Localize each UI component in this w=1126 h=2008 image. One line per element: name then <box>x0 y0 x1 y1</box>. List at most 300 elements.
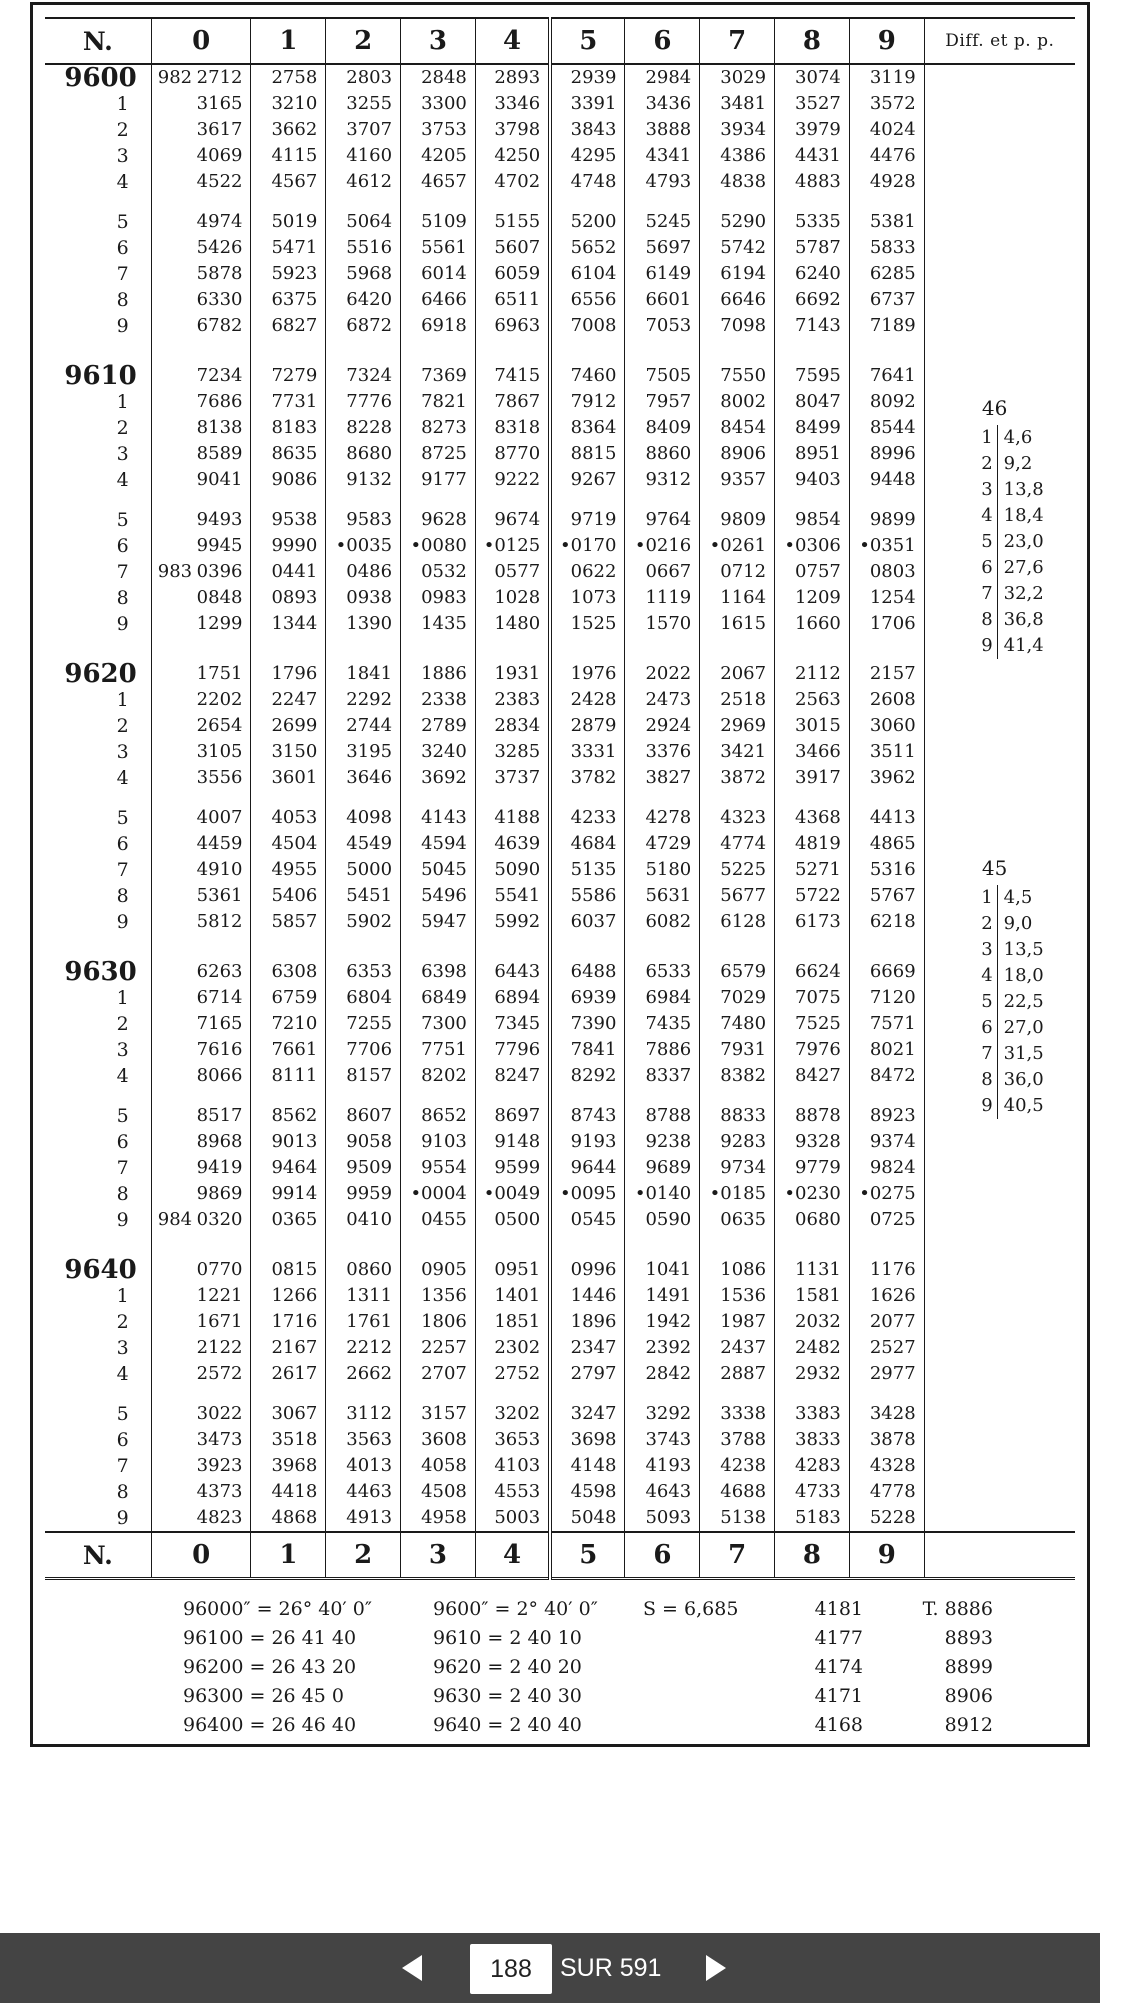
log-cell: 7300 <box>401 1011 476 1037</box>
table-row <box>45 791 1075 831</box>
log-cell: 7279 <box>251 339 326 389</box>
footer-col: 9 <box>849 1532 924 1579</box>
log-cell <box>151 533 251 559</box>
table-row <box>45 1453 1075 1479</box>
log-cell: 4774 <box>700 831 775 857</box>
log-cell: 7345 <box>475 1011 550 1037</box>
table-row <box>45 195 1075 235</box>
log-cell: 6601 <box>625 287 700 313</box>
log-cell: 3331 <box>550 739 625 765</box>
log-cell: 4463 <box>326 1479 401 1505</box>
log-cell: 5335 <box>775 195 850 235</box>
log-cell: 3150 <box>251 739 326 765</box>
log-cell: 4476 <box>849 143 924 169</box>
seconds-to-degrees: 96100 = 26 41 40 <box>183 1627 357 1649</box>
log-cell: 9689 <box>625 1155 700 1181</box>
log-cell: •0170 <box>550 533 625 559</box>
log-cell: 0577 <box>475 559 550 585</box>
log-cell: 9448 <box>849 467 924 493</box>
log-cell: 1311 <box>326 1283 401 1309</box>
log-cell: 3255 <box>326 91 401 117</box>
log-cell: 9238 <box>625 1129 700 1155</box>
log-value: 4974 <box>196 211 243 232</box>
next-page-button[interactable] <box>698 1951 732 1985</box>
log-cell <box>151 169 251 195</box>
log-cell: 6827 <box>251 313 326 339</box>
log-cell: 2212 <box>326 1335 401 1361</box>
row-number: 5 <box>45 1089 151 1129</box>
row-number: 4 <box>45 1361 151 1387</box>
proportional-part-row <box>975 425 1055 451</box>
log-cell: 5048 <box>550 1505 625 1532</box>
log-cell: 7976 <box>775 1037 850 1063</box>
page-number-input[interactable] <box>470 1944 552 1994</box>
pp-index: 8 <box>975 607 998 633</box>
log-cell: 2699 <box>251 713 326 739</box>
log-cell: 3572 <box>849 91 924 117</box>
log-cell: 1435 <box>401 611 476 637</box>
log-value: 7234 <box>196 365 243 386</box>
proportional-part-row <box>975 555 1055 581</box>
log-cell: 3563 <box>326 1427 401 1453</box>
log-cell: 4238 <box>700 1453 775 1479</box>
difference-value: 45 <box>981 856 1008 880</box>
log-cell: 7008 <box>550 313 625 339</box>
log-cell: 1086 <box>700 1233 775 1283</box>
log-cell: 4160 <box>326 143 401 169</box>
log-cell: 8499 <box>775 415 850 441</box>
log-cell: 8427 <box>775 1063 850 1089</box>
footer-col: 6 <box>625 1532 700 1579</box>
table-row <box>45 985 1075 1011</box>
log-cell: 4639 <box>475 831 550 857</box>
footer-col: 2 <box>326 1532 401 1579</box>
log-cell <box>151 935 251 985</box>
log-cell <box>151 831 251 857</box>
log-cell: 4748 <box>550 169 625 195</box>
seconds-to-degrees-small: 9600″ = 2° 40′ 0″ <box>433 1598 598 1620</box>
pp-index: 4 <box>975 963 998 989</box>
log-cell: 2834 <box>475 713 550 739</box>
log-cell: 3968 <box>251 1453 326 1479</box>
table-row <box>45 261 1075 287</box>
log-cell: 6488 <box>550 935 625 985</box>
row-number: 2 <box>45 713 151 739</box>
log-cell <box>151 791 251 831</box>
log-value: 9419 <box>196 1157 243 1178</box>
log-cell: 4883 <box>775 169 850 195</box>
log-cell: 1176 <box>849 1233 924 1283</box>
log-cell: 1615 <box>700 611 775 637</box>
log-value: 8138 <box>196 417 243 438</box>
header-col: 4 <box>475 18 550 64</box>
log-cell: 6556 <box>550 287 625 313</box>
log-cell: 7957 <box>625 389 700 415</box>
table-row <box>45 637 1075 687</box>
log-cell: 3428 <box>849 1387 924 1427</box>
log-cell: 5155 <box>475 195 550 235</box>
log-cell: 6872 <box>326 313 401 339</box>
log-cell: 9734 <box>700 1155 775 1181</box>
log-cell: •0049 <box>475 1181 550 1207</box>
log-cell: 8092 <box>849 389 924 415</box>
log-cell <box>151 195 251 235</box>
log-cell: 0938 <box>326 585 401 611</box>
log-cell: 2302 <box>475 1335 550 1361</box>
log-cell: 2563 <box>775 687 850 713</box>
viewer-toolbar <box>0 1933 1100 2003</box>
row-number: 6 <box>45 1427 151 1453</box>
proportional-part-row <box>975 1067 1055 1093</box>
log-cell: 6240 <box>775 261 850 287</box>
log-cell: 8562 <box>251 1089 326 1129</box>
log-cell: 6082 <box>625 909 700 935</box>
log-cell: 2067 <box>700 637 775 687</box>
proportional-parts-block <box>975 395 1055 659</box>
log-cell: 1581 <box>775 1283 850 1309</box>
log-cell <box>151 1233 251 1283</box>
log-cell: 5316 <box>849 857 924 883</box>
log-prefix: 984 <box>157 1209 193 1230</box>
log-cell: 2662 <box>326 1361 401 1387</box>
s-value: 4181 <box>814 1598 863 1620</box>
t-value: 8899 <box>944 1656 993 1678</box>
table-row <box>45 585 1075 611</box>
table-row <box>45 713 1075 739</box>
log-cell: 8183 <box>251 415 326 441</box>
log-cell: 5586 <box>550 883 625 909</box>
log-cell: 4594 <box>401 831 476 857</box>
log-cell: 7143 <box>775 313 850 339</box>
table-row <box>45 169 1075 195</box>
log-cell <box>151 883 251 909</box>
log-cell: 3798 <box>475 117 550 143</box>
scanned-page <box>30 2 1090 1747</box>
table-row <box>45 765 1075 791</box>
table-row <box>45 1063 1075 1089</box>
log-cell: 3962 <box>849 765 924 791</box>
log-cell: 6059 <box>475 261 550 287</box>
pp-index: 4 <box>975 503 998 529</box>
log-value: 5812 <box>196 911 243 932</box>
log-value: 6714 <box>196 987 243 1008</box>
log-cell: 4868 <box>251 1505 326 1532</box>
log-cell: 7912 <box>550 389 625 415</box>
log-cell: 7255 <box>326 1011 401 1037</box>
log-cell: •0275 <box>849 1181 924 1207</box>
log-cell: 2157 <box>849 637 924 687</box>
log-cell: 6737 <box>849 287 924 313</box>
row-number: 9620 <box>45 637 151 687</box>
log-value: 4522 <box>196 171 243 192</box>
triangle-right-icon <box>698 1951 732 1985</box>
log-cell: 5541 <box>475 883 550 909</box>
table-row <box>45 1155 1075 1181</box>
log-cell: 3112 <box>326 1387 401 1427</box>
log-cell: 2112 <box>775 637 850 687</box>
footer-col: 8 <box>775 1532 850 1579</box>
log-cell: 3074 <box>775 64 850 91</box>
log-cell <box>151 493 251 533</box>
log-cell: 7796 <box>475 1037 550 1063</box>
log-cell: •0125 <box>475 533 550 559</box>
table-row <box>45 143 1075 169</box>
log-cell: 3376 <box>625 739 700 765</box>
log-cell: 8318 <box>475 415 550 441</box>
log-cell: 4368 <box>775 791 850 831</box>
previous-page-button[interactable] <box>396 1951 430 1985</box>
table-row <box>45 1309 1075 1335</box>
log-cell: 6511 <box>475 287 550 313</box>
log-cell: 3285 <box>475 739 550 765</box>
log-cell: 2932 <box>775 1361 850 1387</box>
log-prefix: 982 <box>157 67 193 88</box>
log-cell <box>151 1155 251 1181</box>
log-cell: 9177 <box>401 467 476 493</box>
seconds-to-degrees-small: 9620 = 2 40 20 <box>433 1656 582 1678</box>
log-cell: 9824 <box>849 1155 924 1181</box>
log-cell: 4431 <box>775 143 850 169</box>
row-number: 3 <box>45 1037 151 1063</box>
log-value: 2122 <box>196 1337 243 1358</box>
log-cell: 3707 <box>326 117 401 143</box>
log-cell: 3608 <box>401 1427 476 1453</box>
table-row <box>45 467 1075 493</box>
log-cell: 4553 <box>475 1479 550 1505</box>
log-cell: 9267 <box>550 467 625 493</box>
log-cell: 7661 <box>251 1037 326 1063</box>
row-number: 9 <box>45 1207 151 1233</box>
log-cell: 6194 <box>700 261 775 287</box>
log-cell: 6624 <box>775 935 850 985</box>
pp-value: 36,8 <box>1003 609 1044 630</box>
row-number: 5 <box>45 791 151 831</box>
log-cell: 6466 <box>401 287 476 313</box>
log-value: 3022 <box>196 1403 243 1424</box>
log-cell: 9193 <box>550 1129 625 1155</box>
footer-diff <box>924 1532 1075 1579</box>
log-cell: 8454 <box>700 415 775 441</box>
log-cell: 4283 <box>775 1453 850 1479</box>
log-cell: 7120 <box>849 985 924 1011</box>
log-cell: 9644 <box>550 1155 625 1181</box>
pp-value: 27,0 <box>1003 1017 1044 1038</box>
log-cell: 4193 <box>625 1453 700 1479</box>
log-cell <box>151 585 251 611</box>
log-cell: 8021 <box>849 1037 924 1063</box>
log-cell: 8047 <box>775 389 850 415</box>
log-cell <box>151 713 251 739</box>
footer-col: 7 <box>700 1532 775 1579</box>
table-row <box>45 117 1075 143</box>
header-col: 6 <box>625 18 700 64</box>
pp-index: 1 <box>975 425 998 451</box>
pp-value: 13,5 <box>1003 939 1044 960</box>
log-cell <box>151 739 251 765</box>
log-cell: 5406 <box>251 883 326 909</box>
conversion-row <box>183 1682 1003 1711</box>
log-cell: 6037 <box>550 909 625 935</box>
row-number: 4 <box>45 169 151 195</box>
pp-value: 9,2 <box>1003 453 1033 474</box>
log-cell: •0306 <box>775 533 850 559</box>
log-cell: 3060 <box>849 713 924 739</box>
row-number: 1 <box>45 389 151 415</box>
log-cell: •0185 <box>700 1181 775 1207</box>
log-cell: 8635 <box>251 441 326 467</box>
table-row <box>45 1479 1075 1505</box>
log-cell: 1886 <box>401 637 476 687</box>
pp-value: 41,4 <box>1003 635 1044 656</box>
table-row <box>45 339 1075 389</box>
log-cell: 2939 <box>550 64 625 91</box>
log-cell: 3346 <box>475 91 550 117</box>
t-value: 8893 <box>944 1627 993 1649</box>
log-cell: 2969 <box>700 713 775 739</box>
log-cell: 5902 <box>326 909 401 935</box>
log-cell <box>151 117 251 143</box>
log-cell: 6420 <box>326 287 401 313</box>
log-cell: 6149 <box>625 261 700 287</box>
log-cell: 3888 <box>625 117 700 143</box>
proportional-part-row <box>975 937 1055 963</box>
log-cell: 6894 <box>475 985 550 1011</box>
table-row <box>45 857 1075 883</box>
log-value: 5426 <box>196 237 243 258</box>
log-cell: 7867 <box>475 389 550 415</box>
log-cell <box>151 1063 251 1089</box>
log-cell: 4323 <box>700 791 775 831</box>
log-cell: 6692 <box>775 287 850 313</box>
proportional-part-row <box>975 989 1055 1015</box>
log-cell: 8906 <box>700 441 775 467</box>
table-row <box>45 1181 1075 1207</box>
diff-column <box>924 64 1075 1532</box>
log-value: 7616 <box>196 1039 243 1060</box>
log-cell: 3692 <box>401 765 476 791</box>
table-row <box>45 493 1075 533</box>
proportional-part-row <box>975 885 1055 911</box>
row-number: 9 <box>45 1505 151 1532</box>
log-cell: 5019 <box>251 195 326 235</box>
log-cell: 4657 <box>401 169 476 195</box>
log-cell: 3466 <box>775 739 850 765</box>
log-cell: 5183 <box>775 1505 850 1532</box>
table-row <box>45 611 1075 637</box>
log-cell <box>151 857 251 883</box>
log-value: 3617 <box>196 119 243 140</box>
log-cell: 5090 <box>475 857 550 883</box>
pp-value: 22,5 <box>1003 991 1044 1012</box>
log-cell <box>151 1387 251 1427</box>
log-cell: 1073 <box>550 585 625 611</box>
log-cell: 0815 <box>251 1233 326 1283</box>
log-cell: 7641 <box>849 339 924 389</box>
log-cell: 4955 <box>251 857 326 883</box>
log-cell: 2887 <box>700 1361 775 1387</box>
log-cell: 0500 <box>475 1207 550 1233</box>
conversion-row <box>183 1711 1003 1740</box>
log-cell: 3481 <box>700 91 775 117</box>
row-number: 8 <box>45 585 151 611</box>
log-value: 0396 <box>196 561 243 582</box>
log-cell: 4567 <box>251 169 326 195</box>
footer-n: N. <box>45 1532 151 1579</box>
log-cell: 9554 <box>401 1155 476 1181</box>
row-number: 6 <box>45 533 151 559</box>
log-cell: 3527 <box>775 91 850 117</box>
table-body <box>45 64 1075 1532</box>
log-cell: 4958 <box>401 1505 476 1532</box>
log-cell: 7324 <box>326 339 401 389</box>
log-cell: 5496 <box>401 883 476 909</box>
log-cell: 2392 <box>625 1335 700 1361</box>
row-number: 7 <box>45 857 151 883</box>
log-cell: 8607 <box>326 1089 401 1129</box>
conversion-row <box>183 1595 1003 1624</box>
log-cell <box>151 1089 251 1129</box>
log-cell: 4386 <box>700 143 775 169</box>
log-cell: 2338 <box>401 687 476 713</box>
log-cell: 1931 <box>475 637 550 687</box>
log-cell: 4643 <box>625 1479 700 1505</box>
log-cell <box>151 1181 251 1207</box>
log-cell: 2789 <box>401 713 476 739</box>
log-cell <box>151 559 251 585</box>
log-cell: 4295 <box>550 143 625 169</box>
log-cell: 2347 <box>550 1335 625 1361</box>
row-number: 8 <box>45 1479 151 1505</box>
log-cell: 0757 <box>775 559 850 585</box>
log-cell: 4103 <box>475 1453 550 1479</box>
log-cell: 5135 <box>550 857 625 883</box>
log-cell: 5138 <box>700 1505 775 1532</box>
pp-index: 7 <box>975 581 998 607</box>
log-cell: 9990 <box>251 533 326 559</box>
log-cell: 4928 <box>849 169 924 195</box>
log-cell: 0545 <box>550 1207 625 1233</box>
log-cell: 1209 <box>775 585 850 611</box>
log-cell: 2167 <box>251 1335 326 1361</box>
seconds-to-degrees: 96000″ = 26° 40′ 0″ <box>183 1598 372 1620</box>
log-cell: 3067 <box>251 1387 326 1427</box>
row-number: 9630 <box>45 935 151 985</box>
log-cell: 3743 <box>625 1427 700 1453</box>
pp-index: 2 <box>975 451 998 477</box>
table-row <box>45 1427 1075 1453</box>
log-cell: 5697 <box>625 235 700 261</box>
table-row <box>45 1207 1075 1233</box>
s-value: 4168 <box>814 1714 863 1736</box>
log-cell: 0410 <box>326 1207 401 1233</box>
table-row <box>45 1361 1075 1387</box>
s-label <box>643 1682 753 1711</box>
pp-value: 27,6 <box>1003 557 1044 578</box>
log-cell: 4612 <box>326 169 401 195</box>
table-row <box>45 739 1075 765</box>
log-table <box>45 17 1075 1580</box>
log-cell: 8697 <box>475 1089 550 1129</box>
log-cell: 9148 <box>475 1129 550 1155</box>
log-value: 9041 <box>196 469 243 490</box>
log-cell: 3753 <box>401 117 476 143</box>
header-col: 9 <box>849 18 924 64</box>
log-cell: 1041 <box>625 1233 700 1283</box>
pp-value: 18,4 <box>1003 505 1044 526</box>
row-number: 8 <box>45 287 151 313</box>
log-cell: 5947 <box>401 909 476 935</box>
log-cell: 3979 <box>775 117 850 143</box>
